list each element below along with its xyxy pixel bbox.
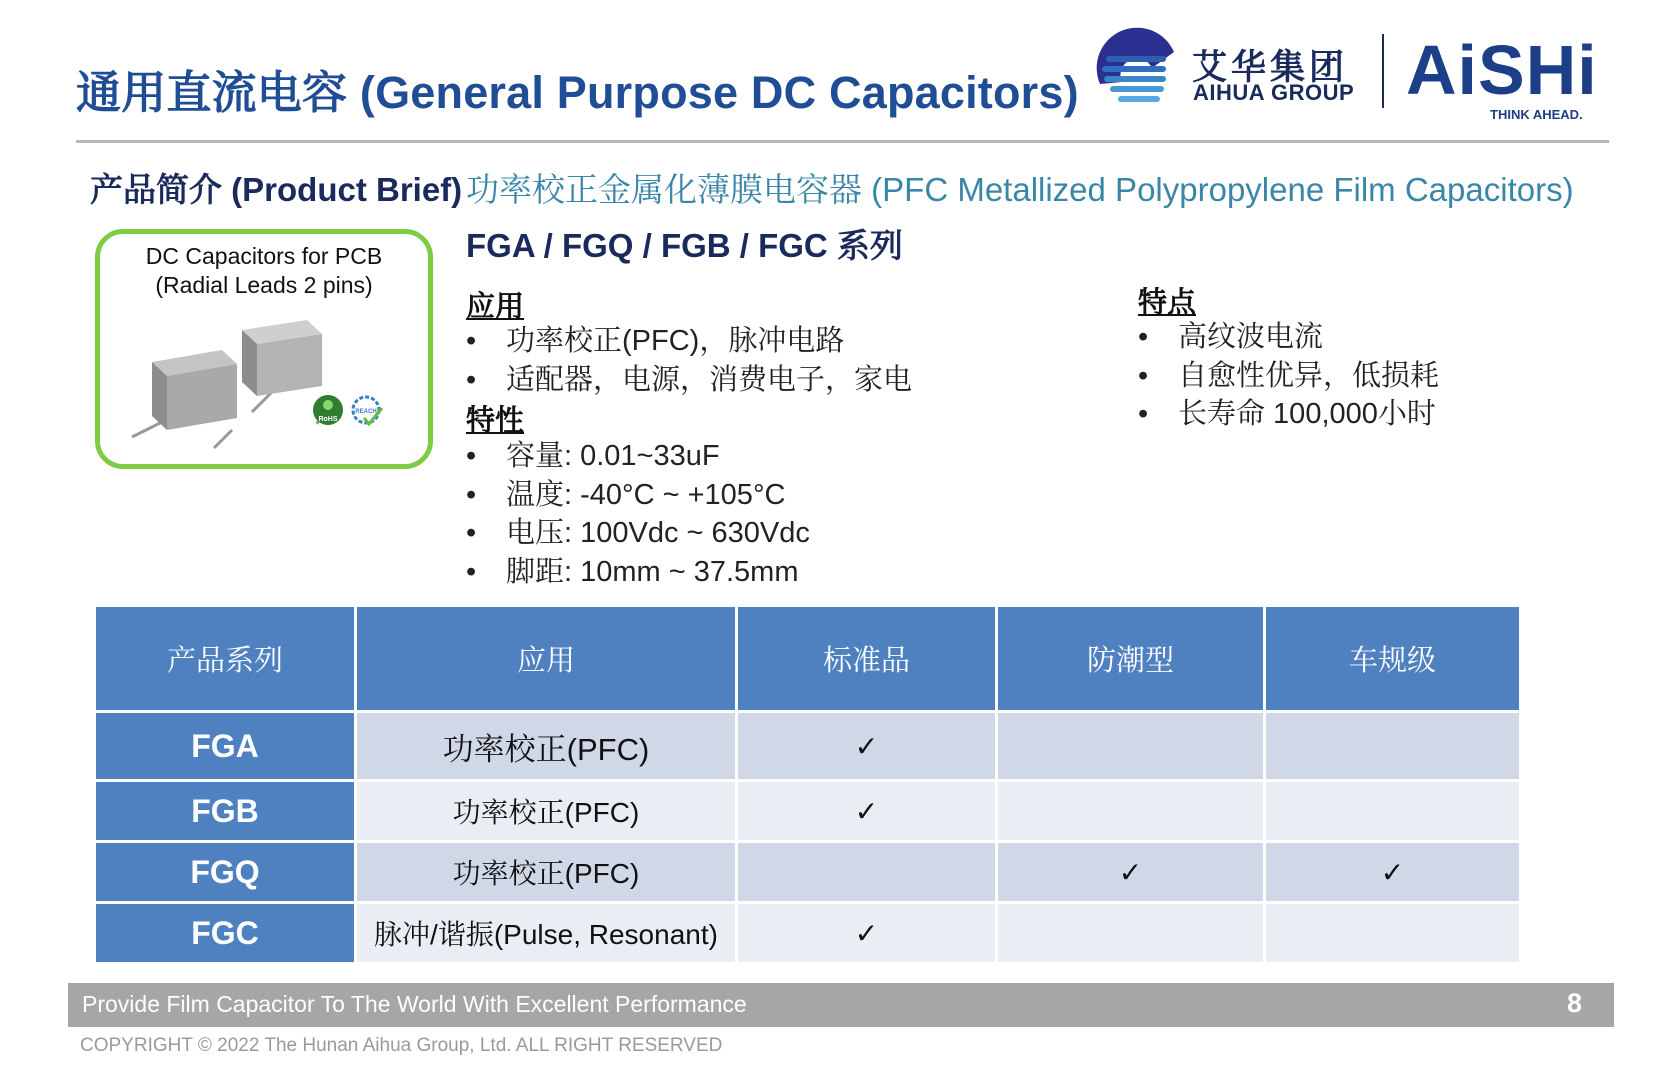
- col-header-application: 应用: [357, 607, 735, 710]
- list-item: • 功率校正(PFC)，脉冲电路: [466, 322, 912, 361]
- application-cell: 功率校正(PFC): [357, 782, 735, 840]
- application-cell: 脉冲/谐振(Pulse, Resonant): [357, 904, 735, 962]
- list-item: • 适配器，电源，消费电子，家电: [466, 361, 912, 400]
- series-cell: FGA: [96, 713, 354, 779]
- page-title: 通用直流电容 (General Purpose DC Capacitors): [76, 67, 1079, 118]
- aishi-logo: AiSHi: [1406, 31, 1598, 109]
- series-cell: FGQ: [96, 843, 354, 901]
- page-number: 8: [1566, 988, 1582, 1018]
- col-header-moisture: 防潮型: [998, 607, 1263, 710]
- product-image-card: [95, 229, 433, 469]
- rohs-badge-icon: [312, 394, 344, 426]
- aihua-english-wordmark: AIHUA GROUP: [1193, 80, 1355, 105]
- table-row: [96, 713, 1519, 779]
- list-item: • 温度: -40°C ~ +105°C: [466, 476, 810, 515]
- table-row: [96, 904, 1519, 962]
- series-table: [93, 604, 1522, 965]
- series-cell: FGC: [96, 904, 354, 962]
- reach-badge-text: REACH: [355, 409, 377, 415]
- col-header-series: 产品系列: [96, 607, 354, 710]
- application-cell: 功率校正(PFC): [357, 713, 735, 779]
- standard-cell: ✓: [738, 904, 995, 962]
- list-item: • 电压: 100Vdc ~ 630Vdc: [466, 514, 810, 553]
- list-item: • 高纹波电流: [1138, 318, 1439, 357]
- aihua-chinese-wordmark: 艾华集团: [1192, 48, 1349, 87]
- automotive-cell: [1266, 782, 1519, 840]
- footer-slogan: Provide Film Capacitor To The World With Excellent Performance: [82, 991, 747, 1017]
- moisture-cell: [998, 782, 1263, 840]
- application-cell: 功率校正(PFC): [357, 843, 735, 901]
- capacitor-photo-icon: [122, 312, 412, 452]
- standard-cell: ✓: [738, 713, 995, 779]
- automotive-cell: [1266, 713, 1519, 779]
- series-cell: FGB: [96, 782, 354, 840]
- list-item: • 脚距: 10mm ~ 37.5mm: [466, 553, 810, 592]
- aihua-logo-icon: [1092, 22, 1182, 108]
- features-heading: 特点: [1138, 287, 1197, 319]
- product-brief-heading: 产品简介 (Product Brief): [90, 171, 463, 208]
- product-card-title: [100, 242, 428, 300]
- header-divider: [76, 140, 1609, 143]
- features-list: [1138, 318, 1439, 434]
- applications-heading: 应用: [466, 291, 525, 323]
- table-row: [96, 782, 1519, 840]
- list-item: • 容量: 0.01~33uF: [466, 437, 810, 476]
- moisture-cell: [998, 904, 1263, 962]
- logo-divider: [1382, 34, 1384, 108]
- properties-list: [466, 437, 810, 591]
- col-header-automotive: 车规级: [1266, 607, 1519, 710]
- table-header-row: [96, 607, 1519, 710]
- copyright-notice: COPYRIGHT © 2022 The Hunan Aihua Group, Ltd. ALL RIGHT RESERVED: [80, 1035, 723, 1056]
- product-card-line2: (Radial Leads 2 pins): [155, 272, 373, 298]
- properties-heading: 特性: [466, 405, 525, 437]
- reach-badge-icon: [350, 394, 384, 428]
- product-brief-subtitle: 功率校正金属化薄膜电容器 (PFC Metallized Polypropylene Film Capacitors): [466, 171, 1574, 208]
- series-heading: FGA / FGQ / FGB / FGC 系列: [466, 227, 903, 264]
- automotive-cell: [1266, 904, 1519, 962]
- standard-cell: ✓: [738, 782, 995, 840]
- automotive-cell: ✓: [1266, 843, 1519, 901]
- list-item: • 自愈性优异，低损耗: [1138, 357, 1439, 396]
- footer-bar: [68, 983, 1614, 1027]
- product-card-line1: DC Capacitors for PCB: [145, 243, 383, 269]
- col-header-standard: 标准品: [738, 607, 995, 710]
- rohs-badge-text: RoHS: [318, 416, 338, 423]
- table-row: [96, 843, 1519, 901]
- applications-list: [466, 322, 912, 399]
- moisture-cell: ✓: [998, 843, 1263, 901]
- aishi-tagline: THINK AHEAD.: [1490, 107, 1583, 122]
- moisture-cell: [998, 713, 1263, 779]
- list-item: • 长寿命 100,000小时: [1138, 395, 1439, 434]
- standard-cell: [738, 843, 995, 901]
